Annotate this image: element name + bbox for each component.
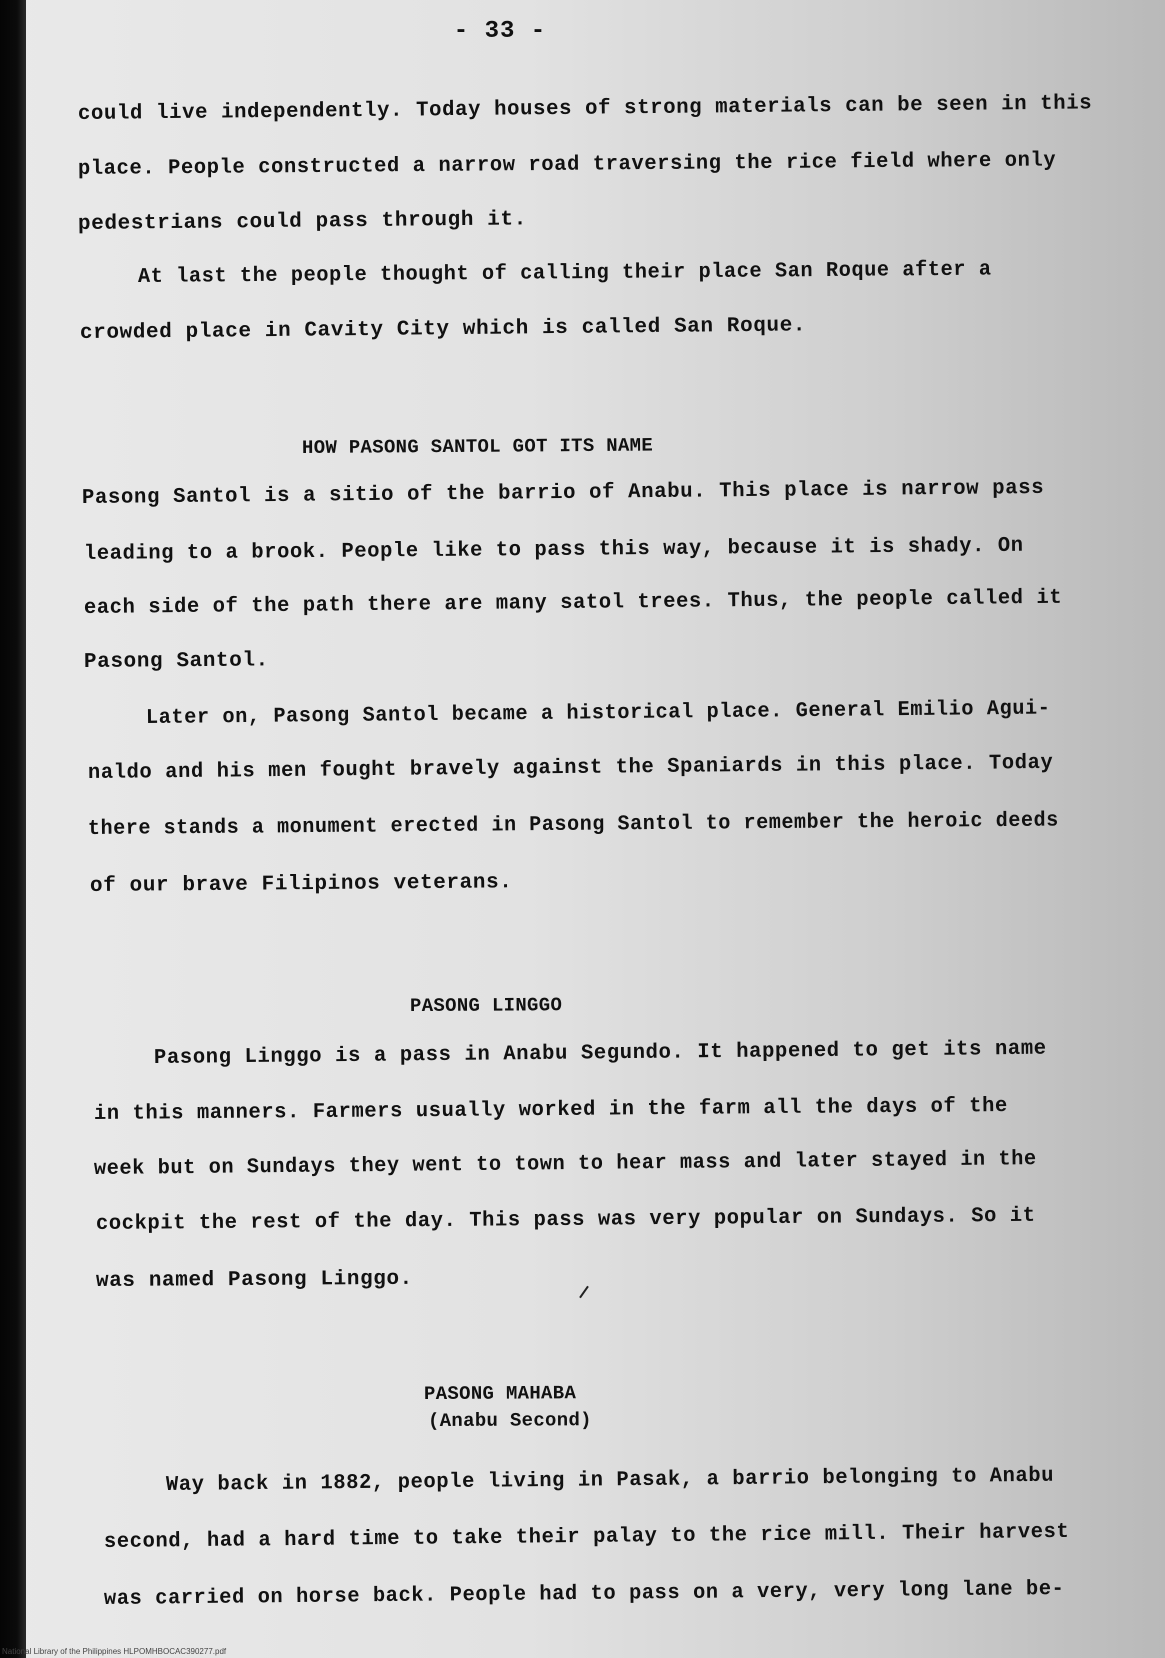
scan-footer: National Library of the Philippines HLPOMHBOCAC390277.pdf (2, 1647, 227, 1656)
text-line: Pasong Linggo is a pass in Anabu Segundo. It happened to get its name (153, 1037, 1047, 1070)
text-line: cockpit the rest of the day. This pass was very popular on Sundays. So it (95, 1204, 1036, 1236)
text-line: Pasong Santol is a sitio of the barrio of Anabu. This place is narrow pass (81, 476, 1045, 510)
section-heading-pasong-linggo: PASONG LINGGO (409, 994, 563, 1017)
text-line: At last the people thought of calling their place San Roque after a (137, 258, 992, 289)
text-line: crowded place in Cavity City which is called San Roque. (79, 314, 807, 345)
scan-left-edge (0, 0, 26, 1658)
text-line: second, had a hard time to take their palay to the rice mill. Their harvest (103, 1520, 1070, 1554)
text-line: each side of the path there are many satol trees. Thus, the people called it (83, 586, 1063, 620)
text-line: Pasong Santol. (83, 649, 269, 674)
text-line: was carried on horse back. People had to pass on a very, very long lane be- (103, 1577, 1065, 1611)
text-line: of our brave Filipinos veterans. (89, 871, 513, 898)
section-subheading: (Anabu Second) (427, 1409, 592, 1432)
text-line: place. People constructed a narrow road traversing the rice field where only (77, 149, 1057, 181)
text-line: could live independently. Today houses of strong materials can be seen in this (77, 92, 1093, 126)
text-line: in this manners. Farmers usually worked in the farm all the days of the (93, 1095, 1008, 1126)
text-line: there stands a monument erected in Pasong Santol to remember the heroic deeds (87, 809, 1059, 841)
text-line: naldo and his men fought bravely against the Spaniards in this place. Today (87, 751, 1054, 785)
text-line: was named Pasong Linggo. (95, 1267, 413, 1293)
text-line: pedestrians could pass through it. (77, 208, 527, 236)
text-line: week but on Sundays they went to town to hear mass and later stayed in the (93, 1148, 1037, 1181)
text-line: Way back in 1882, people living in Pasak, a barrio belonging to Anabu (165, 1464, 1055, 1497)
text-line: Later on, Pasong Santol became a historical place. General Emilio Agui- (145, 697, 1051, 730)
pen-mark (579, 1286, 589, 1299)
page-number: - 33 - (453, 18, 547, 45)
section-heading-pasong-mahaba: PASONG MAHABA (423, 1382, 577, 1405)
text-line: leading to a brook. People like to pass this way, because it is shady. On (83, 534, 1024, 566)
section-heading-pasong-santol: HOW PASONG SANTOL GOT ITS NAME (301, 434, 654, 459)
